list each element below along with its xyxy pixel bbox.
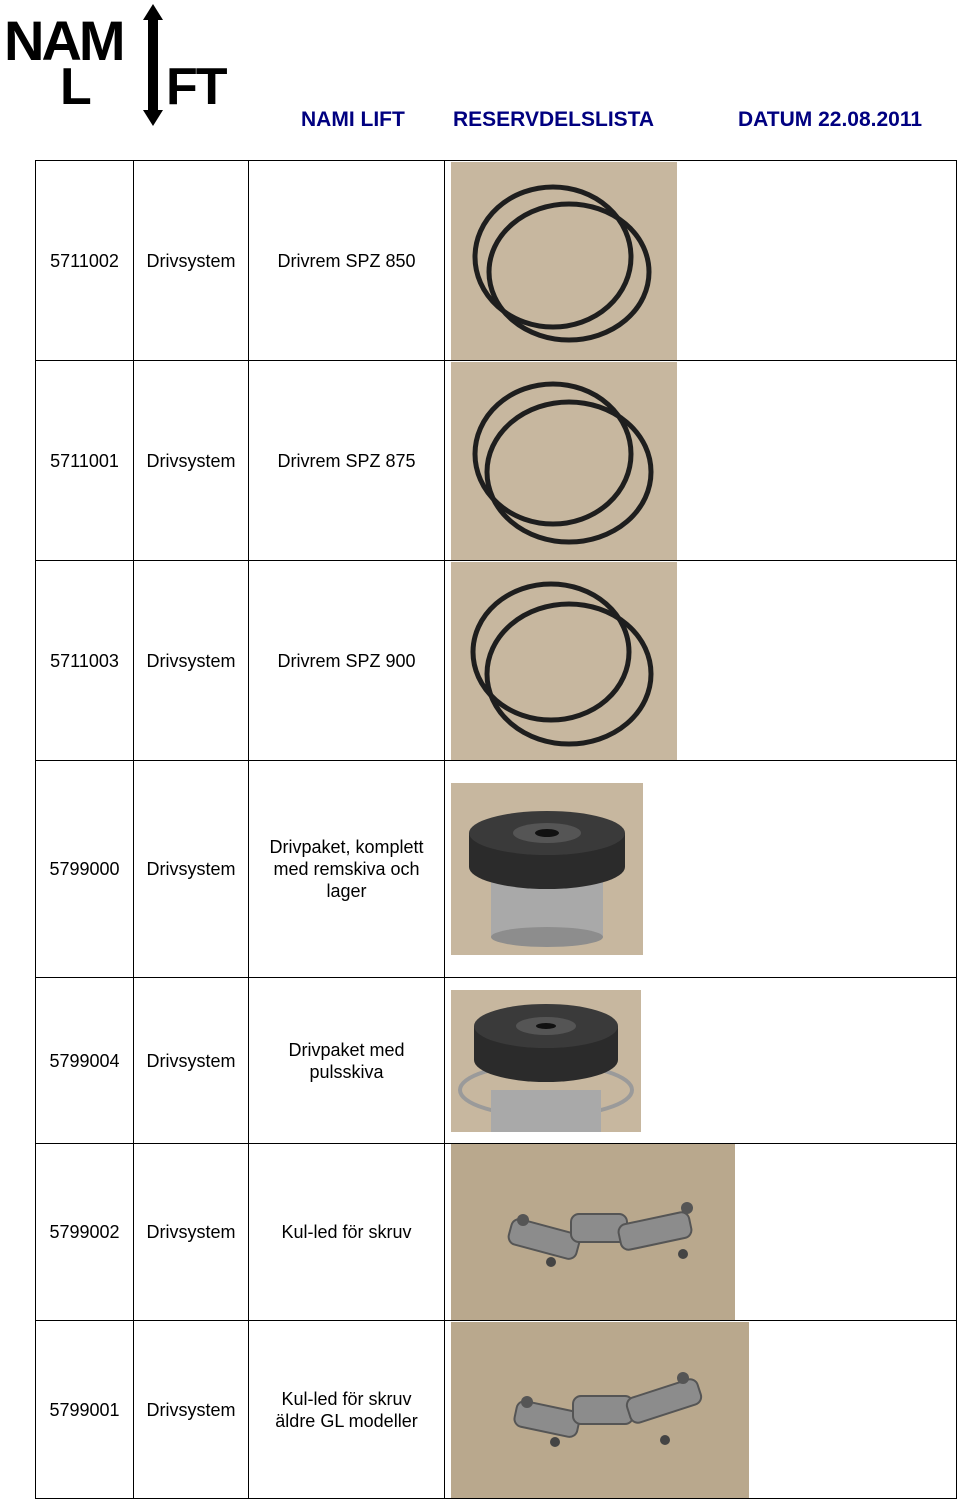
part-category: Drivsystem <box>134 978 249 1144</box>
header-title: RESERVDELSLISTA <box>453 108 655 131</box>
part-image-cell <box>445 761 957 978</box>
header-date: DATUM 22.08.2011 <box>738 108 923 131</box>
part-number: 5711002 <box>36 161 134 361</box>
pulse-pulley-icon <box>451 990 641 1132</box>
part-category: Drivsystem <box>134 1321 249 1499</box>
part-number: 5799001 <box>36 1321 134 1499</box>
part-image-cell <box>445 361 957 561</box>
part-description: Kul-led för skruv <box>249 1144 445 1321</box>
svg-text:L: L <box>60 58 90 116</box>
svg-text:FT: FT <box>166 58 226 116</box>
part-category: Drivsystem <box>134 361 249 561</box>
part-number: 5799002 <box>36 1144 134 1321</box>
part-image-cell <box>445 561 957 761</box>
part-number: 5799004 <box>36 978 134 1144</box>
belt-icon <box>451 362 677 560</box>
part-image-cell <box>445 1321 957 1499</box>
part-image-cell <box>445 1144 957 1321</box>
part-description: Drivpaket med pulsskiva <box>249 978 445 1144</box>
universal-joint-icon <box>451 1322 749 1498</box>
part-number: 5711001 <box>36 361 134 561</box>
part-category: Drivsystem <box>134 561 249 761</box>
part-number: 5799000 <box>36 761 134 978</box>
table-row <box>36 161 957 361</box>
table-row <box>36 978 957 1144</box>
part-description: Kul-led för skruv äldre GL modeller <box>249 1321 445 1499</box>
table-row <box>36 1321 957 1499</box>
part-number: 5711003 <box>36 561 134 761</box>
part-category: Drivsystem <box>134 761 249 978</box>
table-row <box>36 361 957 561</box>
svg-text:NAM: NAM <box>4 9 123 72</box>
part-category: Drivsystem <box>134 161 249 361</box>
belt-icon <box>451 162 677 360</box>
part-description: Drivrem SPZ 850 <box>249 161 445 361</box>
table-row <box>36 1144 957 1321</box>
part-description: Drivrem SPZ 875 <box>249 361 445 561</box>
parts-table <box>35 160 957 1499</box>
document-header <box>0 108 960 134</box>
part-description: Drivrem SPZ 900 <box>249 561 445 761</box>
part-category: Drivsystem <box>134 1144 249 1321</box>
header-brand: NAMI LIFT <box>301 108 405 131</box>
part-image-cell <box>445 161 957 361</box>
universal-joint-icon <box>451 1144 735 1320</box>
table-row <box>36 561 957 761</box>
belt-icon <box>451 562 677 760</box>
table-row <box>36 761 957 978</box>
part-image-cell <box>445 978 957 1144</box>
pulley-icon <box>451 783 643 955</box>
part-description: Drivpaket, komplett med remskiva och lager <box>249 761 445 978</box>
